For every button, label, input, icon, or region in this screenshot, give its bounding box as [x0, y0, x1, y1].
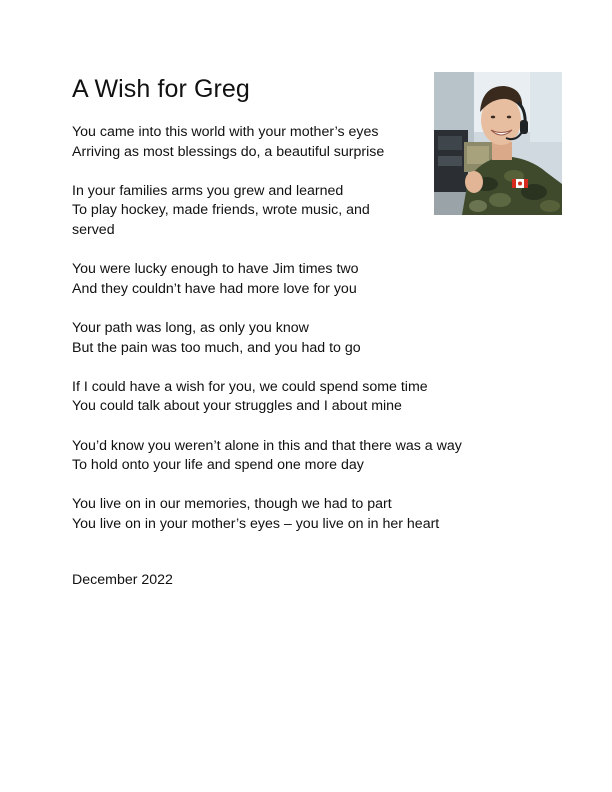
stanza — [72, 260, 502, 299]
poem-line: Your path was long, as only you know — [72, 319, 309, 336]
poem-line: In your families arms you grew and learned — [72, 182, 344, 199]
poem-line: You’d know you weren’t alone in this and that there was a way — [72, 437, 462, 454]
stanza — [72, 182, 502, 241]
stanza — [72, 123, 502, 162]
poem-title: A Wish for Greg — [72, 75, 250, 103]
poem-line: You live on in our memories, though we had to part — [72, 496, 392, 513]
poem-line: And they couldn’t have had more love for you — [72, 280, 357, 297]
poem-line: You live on in your mother’s eyes – you live on in her heart — [72, 515, 440, 532]
poem-date: December 2022 — [72, 572, 173, 588]
stanza — [72, 319, 502, 358]
poem-line: Arriving as most blessings do, a beautiful surprise — [72, 143, 385, 160]
poem-line: served — [72, 221, 115, 238]
poem-line: But the pain was too much, and you had to go — [72, 339, 361, 356]
poem-line: If I could have a wish for you, we could spend some time — [72, 378, 428, 395]
poem-body — [72, 123, 502, 554]
poem-line: You came into this world with your mother’s eyes — [72, 124, 379, 140]
stanza — [72, 378, 502, 417]
poem-line: To hold onto your life and spend one more day — [72, 457, 364, 474]
poem-line: You could talk about your struggles and I about mine — [72, 398, 402, 415]
poem-line: To play hockey, made friends, wrote music, and — [72, 202, 370, 219]
stanza — [72, 495, 502, 534]
poem-line: You were lucky enough to have Jim times two — [72, 261, 359, 278]
stanza — [72, 437, 502, 476]
